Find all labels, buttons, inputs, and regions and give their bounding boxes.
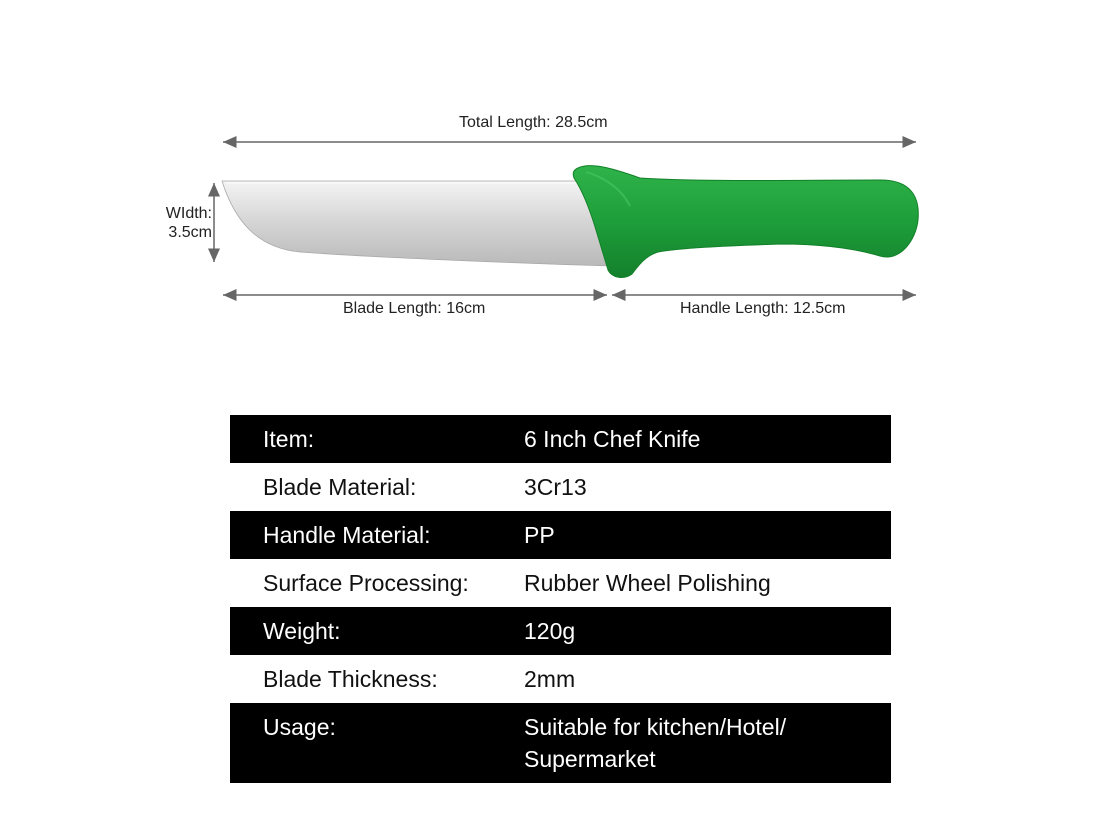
specification-table — [230, 415, 891, 783]
spec-key: Blade Material: — [263, 474, 417, 500]
table-row — [230, 607, 891, 655]
width-label-value: 3.5cm — [168, 224, 212, 241]
handle-length-label: Handle Length: 12.5cm — [680, 300, 846, 317]
width-label — [150, 204, 212, 242]
table-row — [230, 559, 891, 607]
table-row — [230, 511, 891, 559]
knife-handle — [573, 166, 918, 278]
table-row — [230, 703, 891, 783]
spec-value: 6 Inch Chef Knife — [524, 426, 701, 452]
spec-value: PP — [524, 522, 555, 548]
knife-blade — [222, 181, 612, 266]
width-label-title: WIdth: — [165, 205, 212, 222]
spec-key: Weight: — [263, 618, 341, 644]
spec-key: Usage: — [263, 714, 336, 740]
total-length-label: Total Length: 28.5cm — [459, 114, 608, 131]
spec-value: 2mm — [524, 666, 576, 692]
table-row — [230, 415, 891, 463]
spec-key: Handle Material: — [263, 522, 431, 548]
table-row — [230, 463, 891, 511]
spec-value: Suitable for kitchen/Hotel/ Supermarket — [524, 714, 787, 772]
spec-value: 120g — [524, 618, 576, 644]
spec-key: Blade Thickness: — [263, 666, 438, 692]
knife-dimension-diagram — [0, 0, 1120, 360]
table-row — [230, 655, 891, 703]
spec-value: Rubber Wheel Polishing — [524, 570, 771, 596]
spec-value: 3Cr13 — [524, 474, 587, 500]
spec-key: Item: — [263, 426, 315, 452]
knife-illustration — [0, 0, 1120, 360]
spec-key: Surface Processing: — [263, 570, 469, 596]
blade-length-label: Blade Length: 16cm — [343, 300, 486, 317]
